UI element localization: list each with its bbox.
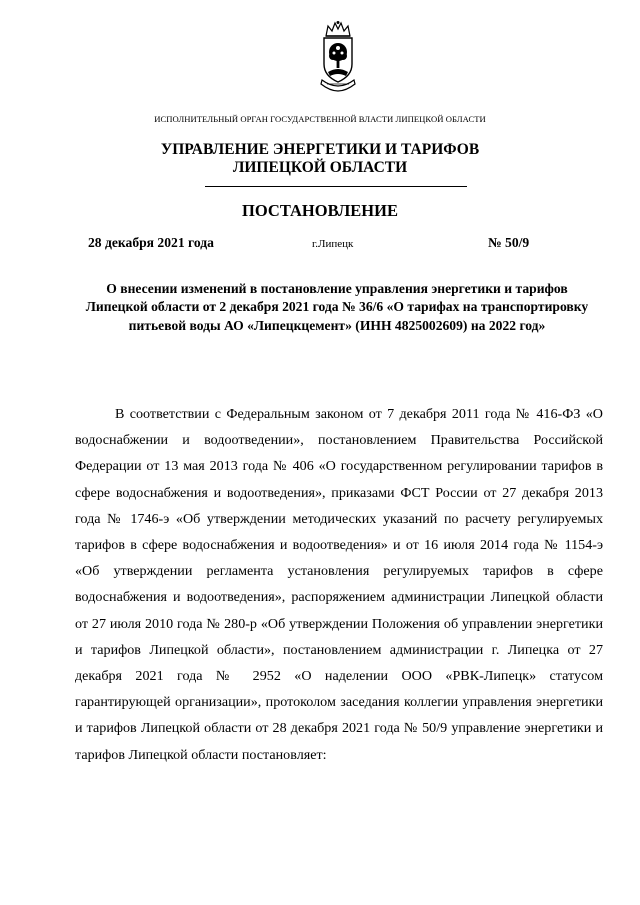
document-subject: О внесении изменений в постановление управления энергетики и тарифов Липецкой области от 2 декабря 2021 года № 36/6 «О тарифах на транспортировку питьевой воды АО «Липецкцемент» (ИНН 4825002609) на 2022 год» [85, 281, 589, 333]
document-date: 28 декабря 2021 года [88, 235, 214, 250]
body-paragraph: В соответствии с Федеральным законом от 7 декабря 2011 года № 416-ФЗ «О водоснабжении и водоотведении», постановлением Правительства Российской Федерации от 13 мая 2013 года № 406 «О государственном регулировании тарифов в сфере водоснабжения и водоотведения», приказами ФСТ России от 27 декабря 2013 года № 1746-э «Об утверждении методических указаний по расчету регулируемых тарифов в сфере водоснабжения и водоотведения» и от 16 июля 2014 года № 1154-э «Об утверждении регламента установления регулируемых тарифов в сфере водоснабжения и водоотведения», распоряжением администрации Липецкой области от 27 июля 2010 года № 280-р «Об утверждении Положения об управлении энергетики и тарифов Липецкой области», постановлением администрации г. Липецка от 27 декабря 2021 года № 2952 «О наделении ООО «РВК-Липецк» статусом гарантирующей организации», протоколом заседания коллегии управления энергетики и тарифов Липецкой области от 28 декабря 2021 года № 50/9 управление энергетики и тарифов Липецкой области постановляет: [75, 406, 603, 763]
document-city: г.Липецк [312, 238, 354, 250]
document-number: № 50/9 [488, 235, 530, 250]
department-name-line2: ЛИПЕЦКОЙ ОБЛАСТИ [232, 159, 408, 176]
header-divider [205, 186, 467, 187]
issuing-authority-name: ИСПОЛНИТЕЛЬНЫЙ ОРГАН ГОСУДАРСТВЕННОЙ ВЛАСТИ ЛИПЕЦКОЙ ОБЛАСТИ [154, 114, 486, 124]
department-name-line1: УПРАВЛЕНИЕ ЭНЕРГЕТИКИ И ТАРИФОВ [160, 141, 480, 158]
document-type-title: ПОСТАНОВЛЕНИЕ [242, 201, 398, 220]
coat-of-arms-icon [318, 20, 358, 92]
